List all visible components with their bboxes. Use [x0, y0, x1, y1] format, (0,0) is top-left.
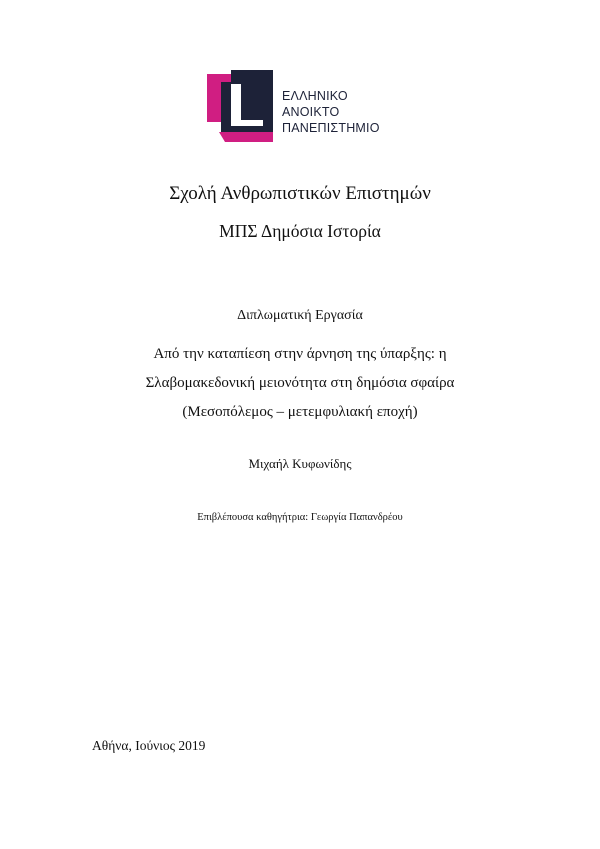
logo-line-2: ΑΝΟΙΚΤΟ [282, 105, 340, 119]
school-name: Σχολή Ανθρωπιστικών Επιστημών [169, 183, 431, 204]
thesis-title [0, 340, 600, 427]
thesis-type: Διπλωματική Εργασία [237, 308, 363, 323]
thesis-title-line-3: (Μεσοπόλεμος – μετεμφυλιακή εποχή) [182, 404, 418, 420]
logo-line-1: ΕΛΛΗΝΙΚΟ [282, 89, 348, 103]
university-logo-emblem-icon [207, 70, 277, 142]
place-and-date: Αθήνα, Ιούνιος 2019 [92, 738, 206, 753]
program-name: ΜΠΣ Δημόσια Ιστορία [219, 221, 381, 241]
thesis-title-line-1: Από την καταπίεση στην άρνηση της ύπαρξης: η [153, 346, 447, 362]
university-logo-wordmark [282, 88, 380, 136]
logo-line-3: ΠΑΝΕΠΙΣΤΗΜΙΟ [282, 121, 380, 135]
author-name: Μιχαήλ Κυφωνίδης [248, 456, 352, 471]
university-logo [207, 70, 397, 142]
thesis-title-line-2: Σλαβομακεδονική μειονότητα στη δημόσια σφαίρα [145, 375, 455, 391]
supervisor: Επιβλέπουσα καθηγήτρια: Γεωργία Παπανδρέου [197, 512, 403, 523]
